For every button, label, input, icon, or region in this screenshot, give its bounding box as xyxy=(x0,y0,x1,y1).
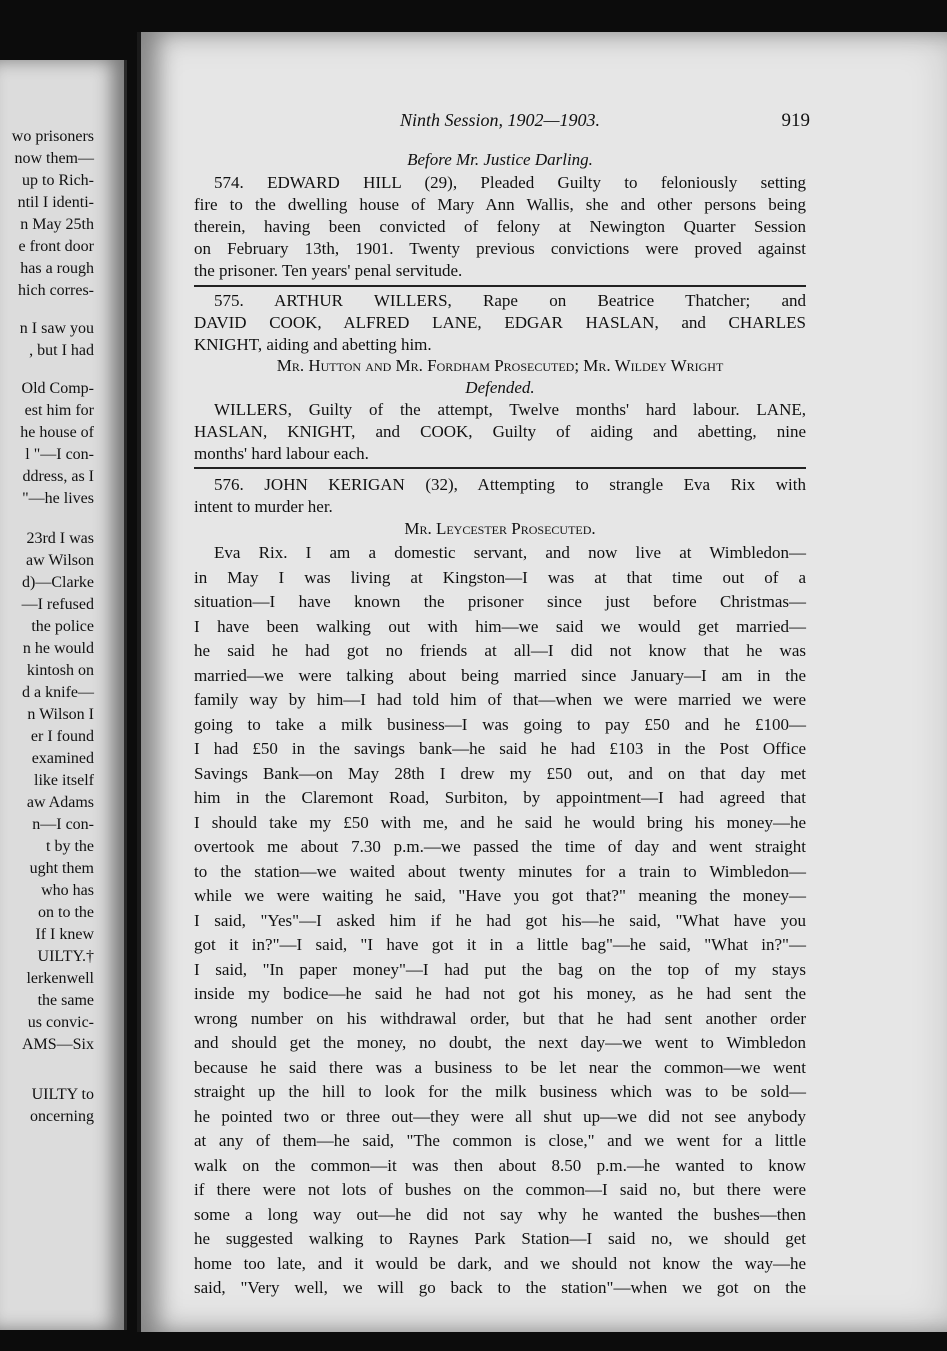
left-page-line: who has xyxy=(41,882,94,899)
text-line: some a long way out—he did not say why he wanted the bushes—then xyxy=(194,1204,806,1224)
left-page-line: t by the xyxy=(46,838,94,855)
left-page-line: on to the xyxy=(38,904,94,921)
page-number: 919 xyxy=(781,110,810,131)
left-page-line: e front door xyxy=(18,238,94,255)
left-page-line: the police xyxy=(31,618,94,635)
left-page-line: lerkenwell xyxy=(26,970,94,987)
left-page-line: n Wilson I xyxy=(27,706,94,723)
text-line: married—we were talking about being married since January—I am in the xyxy=(194,665,806,685)
text-line: straight up the hill to look for the milk business which was to be sold— xyxy=(194,1082,806,1101)
header-title: Ninth Session, 1902—1903. xyxy=(399,110,600,130)
text-line: he said he had got no friends at all—I did not know that he was xyxy=(194,641,806,660)
text-line: got it in?"—I said, "I have got it in a little bag"—he said, "What in?"— xyxy=(194,935,806,954)
text-line: if there were not lots of bushes on the common—I said no, but there were xyxy=(194,1180,806,1199)
left-page-line: , but I had xyxy=(29,342,94,359)
left-page-line: AMS—Six xyxy=(21,1036,94,1053)
text-line: intent to murder her. xyxy=(194,497,333,516)
judge-line: Before Mr. Justice Darling. xyxy=(407,150,593,169)
left-page-line: est him for xyxy=(24,402,94,419)
text-line: to the station—we waited about twenty minutes for a train to Wimbledon— xyxy=(194,861,806,881)
left-page-line: aw Wilson xyxy=(26,552,94,569)
left-page-line: us convic- xyxy=(27,1014,94,1031)
left-page-line: d)—Clarke xyxy=(22,574,94,591)
left-page-line: up to Rich- xyxy=(22,172,94,189)
text-line: I had £50 in the savings bank—he said he had £103 in the Post Office xyxy=(194,739,806,758)
text-line: months' hard labour each. xyxy=(194,444,369,463)
text-line: family way by him—I had told him of that—when we were married we were xyxy=(194,690,806,709)
left-page-line: ught them xyxy=(29,860,94,877)
left-page-line: aw Adams xyxy=(26,794,94,811)
section-rule xyxy=(194,285,806,287)
text-line: wrong number on his withdrawal order, but that he had sent another order xyxy=(194,1008,806,1028)
left-page-line: n he would xyxy=(22,640,94,657)
text-line: I have been walking out with him—we said we would get married— xyxy=(194,616,806,636)
left-page-line: ddress, as I xyxy=(22,468,94,485)
left-page-line: UILTY.† xyxy=(37,948,94,965)
text-line: Savings Bank—on May 28th I drew my £50 out, and on that day met xyxy=(194,763,806,783)
left-page-line: n—I con- xyxy=(32,816,94,833)
left-page-line: kintosh on xyxy=(26,662,94,679)
text-line: home too late, and it would be dark, and we should not know the way—he xyxy=(194,1253,806,1273)
text-line: the prisoner. Ten years' penal servitude. xyxy=(194,261,463,280)
text-line: WILLERS, Guilty of the attempt, Twelve months' hard labour. LANE, xyxy=(214,400,806,419)
left-page-line: If I knew xyxy=(35,926,94,943)
left-page-line: n I saw you xyxy=(19,320,94,337)
text-line: because he said there was a business to be let near the common—we went xyxy=(194,1057,806,1077)
text-line: fire to the dwelling house of Mary Ann Wallis, she and other persons being xyxy=(194,195,806,214)
left-page-line: has a rough xyxy=(20,260,94,277)
section-rule xyxy=(194,467,806,469)
left-page-line: now them— xyxy=(14,150,94,167)
left-page-line: d a knife— xyxy=(22,684,94,701)
left-page-line: Old Comp- xyxy=(21,380,94,397)
text-line: I should take my £50 with me, and he said he would bring his money—he xyxy=(194,812,806,832)
text-line: on February 13th, 1901. Twenty previous convictions were proved against xyxy=(194,239,806,258)
text-line: 576. JOHN KERIGAN (32), Attempting to strangle Eva Rix with xyxy=(214,475,806,494)
counsel-line-2: Defended. xyxy=(465,378,535,397)
left-page-line: the same xyxy=(37,992,94,1009)
text-line: overtook me about 7.30 p.m.—we passed the time of day and went straight xyxy=(194,837,806,856)
text-line: while we were waiting he said, "Have you got that?" meaning the money— xyxy=(194,886,806,905)
left-page-fragment xyxy=(0,60,127,1330)
left-page-line: —I refused xyxy=(21,596,94,613)
text-line: him in the Claremont Road, Surbiton, by appointment—I had agreed that xyxy=(194,788,806,807)
left-page-line: UILTY to xyxy=(31,1086,94,1103)
text-line: walk on the common—it was then about 8.50 p.m.—he wanted to know xyxy=(194,1155,806,1175)
text-line: Eva Rix. I am a domestic servant, and now live at Wimbledon— xyxy=(214,543,806,562)
text-line: he pointed two or three out—they were all shut up—we did not see anybody xyxy=(194,1106,806,1126)
left-page-line: 23rd I was xyxy=(26,530,94,547)
text-line: I said, "In paper money"—I had put the bag on the top of my stays xyxy=(194,959,806,979)
text-line: I said, "Yes"—I asked him if he had got his—he said, "What have you xyxy=(194,910,806,930)
text-line: in May I was living at Kingston—I was at that time out of a xyxy=(194,567,806,587)
left-page-line: like itself xyxy=(34,772,94,789)
text-line: HASLAN, KNIGHT, and COOK, Guilty of aiding and abetting, nine xyxy=(194,422,806,441)
right-page xyxy=(137,32,947,1332)
text-line: he suggested walking to Raynes Park Station—I said no, we should get xyxy=(194,1229,806,1248)
text-line: 574. EDWARD HILL (29), Pleaded Guilty to feloniously setting xyxy=(214,173,806,192)
left-page-line: er I found xyxy=(30,728,94,745)
left-page-line: he house of xyxy=(20,424,94,441)
text-line: 575. ARTHUR WILLERS, Rape on Beatrice Thatcher; and xyxy=(214,291,806,310)
text-line: at any of them—he said, "The common is close," and we went for a little xyxy=(194,1131,806,1150)
left-page-line: ntil I identi- xyxy=(17,194,94,211)
left-page-line: "—he lives xyxy=(22,490,94,507)
left-page-line: hich corres- xyxy=(18,282,94,299)
left-page-line: examined xyxy=(31,750,94,767)
text-line: therein, having been convicted of felony at Newington Quarter Session xyxy=(194,217,806,236)
text-line: inside my bodice—he said he had not got his money, as he had sent the xyxy=(194,984,806,1003)
running-header xyxy=(194,110,810,134)
left-page-line: wo prisoners xyxy=(11,128,94,145)
counsel-line: Mr. Leycester Prosecuted. xyxy=(404,519,596,538)
counsel-line: Mr. Hutton and Mr. Fordham Prosecuted; Mr. Wildey Wright xyxy=(276,356,724,375)
left-page-line: n May 25th xyxy=(20,216,94,233)
text-line: said, "Very well, we will go back to the station"—when we got on the xyxy=(194,1278,806,1297)
text-line: and should get the money, no doubt, the next day—we went to Wimbledon xyxy=(194,1033,806,1052)
text-line: going to take a milk business—I was going to pay £50 and he £100— xyxy=(194,714,806,734)
text-line: situation—I have known the prisoner since just before Christmas— xyxy=(194,592,806,611)
left-page-line: oncerning xyxy=(30,1108,94,1125)
text-line: KNIGHT, aiding and abetting him. xyxy=(194,335,432,354)
left-page-line: l "—I con- xyxy=(25,446,94,463)
text-line: DAVID COOK, ALFRED LANE, EDGAR HASLAN, and CHARLES xyxy=(194,313,806,332)
